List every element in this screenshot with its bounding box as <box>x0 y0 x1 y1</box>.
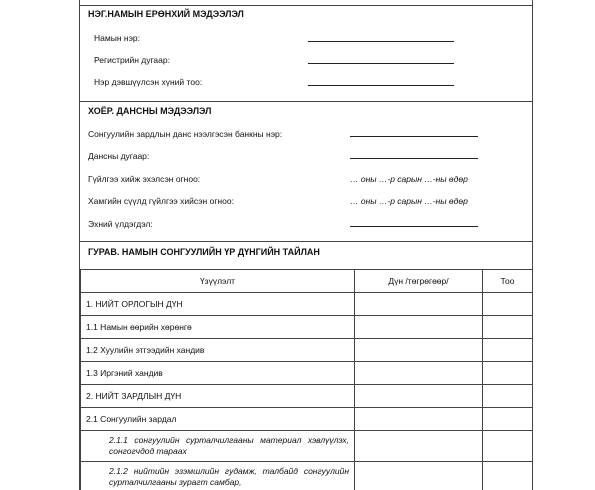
divider <box>80 241 532 242</box>
row-label: 1.1 Намын өөрийн хөрөнгө <box>81 316 355 339</box>
start-date-label: Гүйлгээ хийж эхэлсэн огноо: <box>88 174 201 184</box>
amount-cell[interactable] <box>355 462 483 490</box>
row-label: 1.3 Иргэний хандив <box>81 362 355 385</box>
row-label: 2.1 Сонгуулийн зардал <box>81 408 355 431</box>
column-header-indicator: Үзүүлэлт <box>81 270 355 293</box>
table-row <box>81 462 533 490</box>
opening-balance-label: Эхний үлдэгдэл: <box>88 219 153 229</box>
count-cell[interactable] <box>483 431 533 462</box>
amount-cell[interactable] <box>355 293 483 316</box>
last-date-field[interactable]: … оны …-р сарын …-ны өдөр <box>350 196 468 206</box>
start-date-field[interactable]: … оны …-р сарын …-ны өдөр <box>350 174 468 184</box>
registration-number-label: Регистрийн дугаар: <box>94 55 170 65</box>
section2-title: ХОЁР. ДАНСНЫ МЭДЭЭЛЭЛ <box>88 106 212 116</box>
column-header-amount: Дүн /төгрөгөөр/ <box>355 270 483 293</box>
amount-cell[interactable] <box>355 339 483 362</box>
row-label: 2.1.2 нийтийн эзэмшлийн гудамж, талбайд сонгуулийн сурталчилгааны зурагт самбар, <box>81 462 355 490</box>
account-number-label: Дансны дугаар: <box>88 151 150 161</box>
table-row <box>81 385 533 408</box>
row-label-total-expense: 2. НИЙТ ЗАРДЛЫН ДҮН <box>81 385 355 408</box>
registration-number-field[interactable] <box>308 63 454 64</box>
count-cell[interactable] <box>483 385 533 408</box>
count-cell[interactable] <box>483 293 533 316</box>
last-date-label: Хамгийн сүүлд гүйлгээ хийсэн огноо: <box>88 196 234 206</box>
count-cell[interactable] <box>483 462 533 490</box>
table-row <box>81 339 533 362</box>
row-label: 2.1.1 сонгуулийн сурталчилгааны материал хэвлүүлэх, сонгогчдод тараах <box>81 431 355 462</box>
nominee-count-field[interactable] <box>308 85 454 86</box>
amount-cell[interactable] <box>355 385 483 408</box>
table-row <box>81 316 533 339</box>
amount-cell[interactable] <box>355 362 483 385</box>
table-row <box>81 293 533 316</box>
bank-name-label: Сонгуулийн зардлын данс нээлгэсэн банкны нэр: <box>88 129 283 139</box>
amount-cell[interactable] <box>355 408 483 431</box>
count-cell[interactable] <box>483 362 533 385</box>
count-cell[interactable] <box>483 316 533 339</box>
amount-cell[interactable] <box>355 431 483 462</box>
result-report-table <box>80 269 533 490</box>
count-cell[interactable] <box>483 339 533 362</box>
table-row <box>81 362 533 385</box>
nominee-count-label: Нэр дэвшүүлсэн хүний тоо: <box>94 77 203 87</box>
party-name-label: Намын нэр: <box>94 33 140 43</box>
opening-balance-field[interactable] <box>350 226 478 227</box>
report-form <box>79 0 533 490</box>
amount-cell[interactable] <box>355 316 483 339</box>
row-label: 1.2 Хуулийн этгээдийн хандив <box>81 339 355 362</box>
table-row <box>81 431 533 462</box>
table-row <box>81 408 533 431</box>
account-number-field[interactable] <box>350 158 478 159</box>
column-header-count: Тоо <box>483 270 533 293</box>
section3-title: ГУРАВ. НАМЫН СОНГУУЛИЙН ҮР ДҮНГИЙН ТАЙЛАН <box>88 247 320 257</box>
party-name-field[interactable] <box>308 41 454 42</box>
table-header-row <box>81 270 533 293</box>
section1-title: НЭГ.НАМЫН ЕРӨНХИЙ МЭДЭЭЛЭЛ <box>88 9 244 19</box>
count-cell[interactable] <box>483 408 533 431</box>
row-label-total-income: 1. НИЙТ ОРЛОГЫН ДҮН <box>81 293 355 316</box>
bank-name-field[interactable] <box>350 136 478 137</box>
divider <box>80 5 532 6</box>
divider <box>80 101 532 102</box>
